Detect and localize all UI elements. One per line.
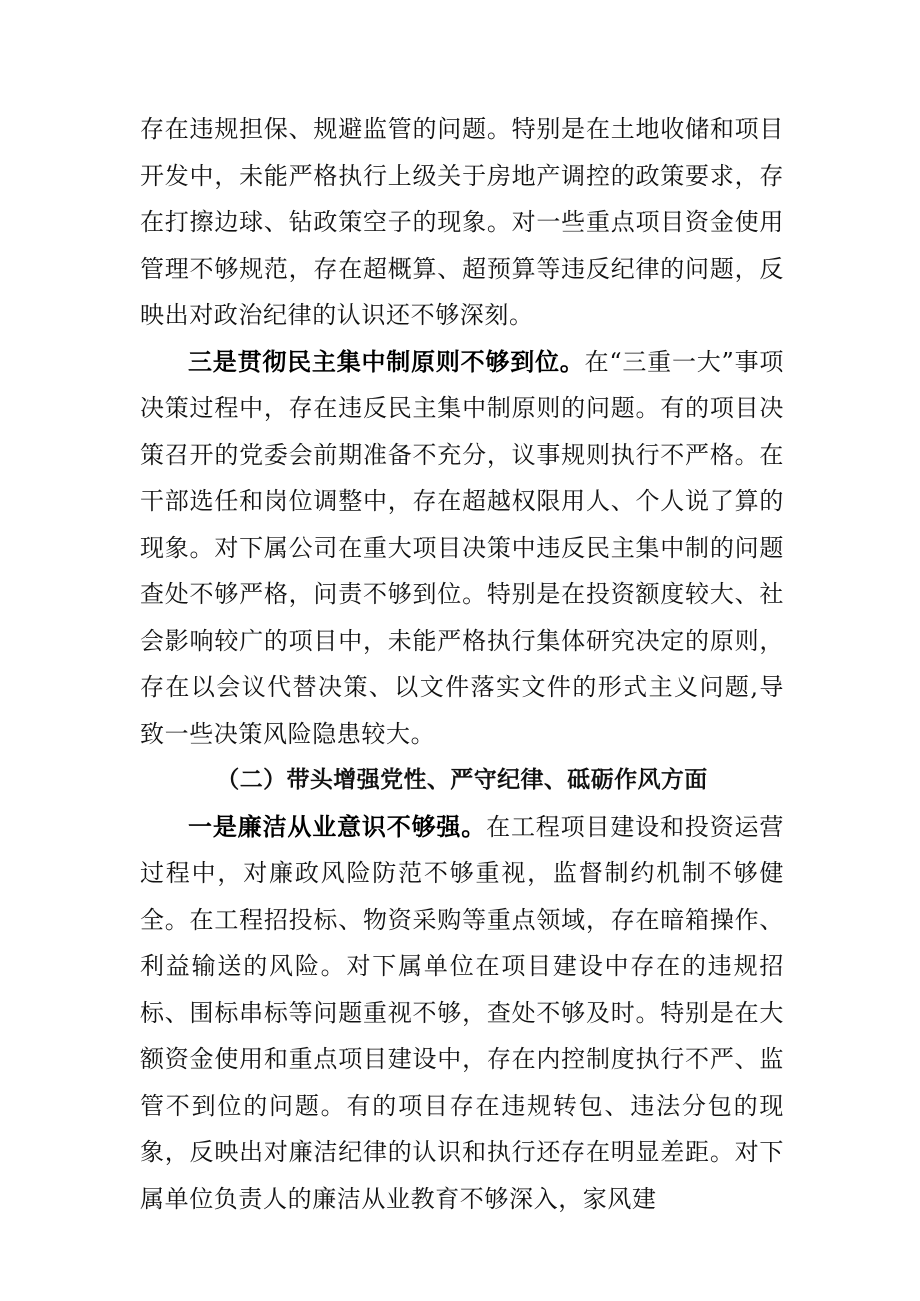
- paragraph-text: 在“三重一大”事项决策过程中，存在违反民主集中制原则的问题。有的项目决策召开的党委会前期准备不充分，议事规则执行不严格。在干部选任和岗位调整中，存在超越权限用人、个人说了算的现象。对下属公司在重大项目决策中违反民主集中制的问题查处不够严格，问责不够到位。特别是在投资额度较大、社会影响较广的项目中，未能严格执行集体研究决定的原则，存在以会议代替决策、以文件落实文件的形式主义问题,导致一些决策风险隐患较大。: [140, 347, 784, 748]
- paragraph-lead: 三是贯彻民主集中制原则不够到位。: [188, 346, 585, 376]
- paragraph-integrity: [140, 804, 784, 1223]
- paragraph-text: 存在违规担保、规避监管的问题。特别是在土地收储和项目开发中，未能严格执行上级关于房地产调控的政策要求，存在打擦边球、钻政策空子的现象。对一些重点项目资金使用管理不够规范，存在超概算、超预算等违反纪律的问题，反映出对政治纪律的认识还不够深刻。: [140, 115, 784, 329]
- paragraph-lead: 一是廉洁从业意识不够强。: [188, 811, 487, 841]
- paragraph-continuation: [140, 106, 784, 339]
- document-body: [140, 106, 784, 1222]
- paragraph-democratic-centralism: [140, 339, 784, 758]
- paragraph-text: 在工程项目建设和投资运营过程中，对廉政风险防范不够重视，监督制约机制不够健全。在工程招投标、物资采购等重点领域，存在暗箱操作、利益输送的风险。对下属单位在项目建设中存在的违规招标、围标串标等问题重视不够，查处不够及时。特别是在大额资金使用和重点项目建设中，存在内控制度执行不严、监管不到位的问题。有的项目存在违规转包、违法分包的现象，反映出对廉洁纪律的认识和执行还存在明显差距。对下属单位负责人的廉洁从业教育不够深入，家风建: [140, 812, 784, 1213]
- section-heading: （二）带头增强党性、严守纪律、砥砺作风方面: [216, 767, 708, 793]
